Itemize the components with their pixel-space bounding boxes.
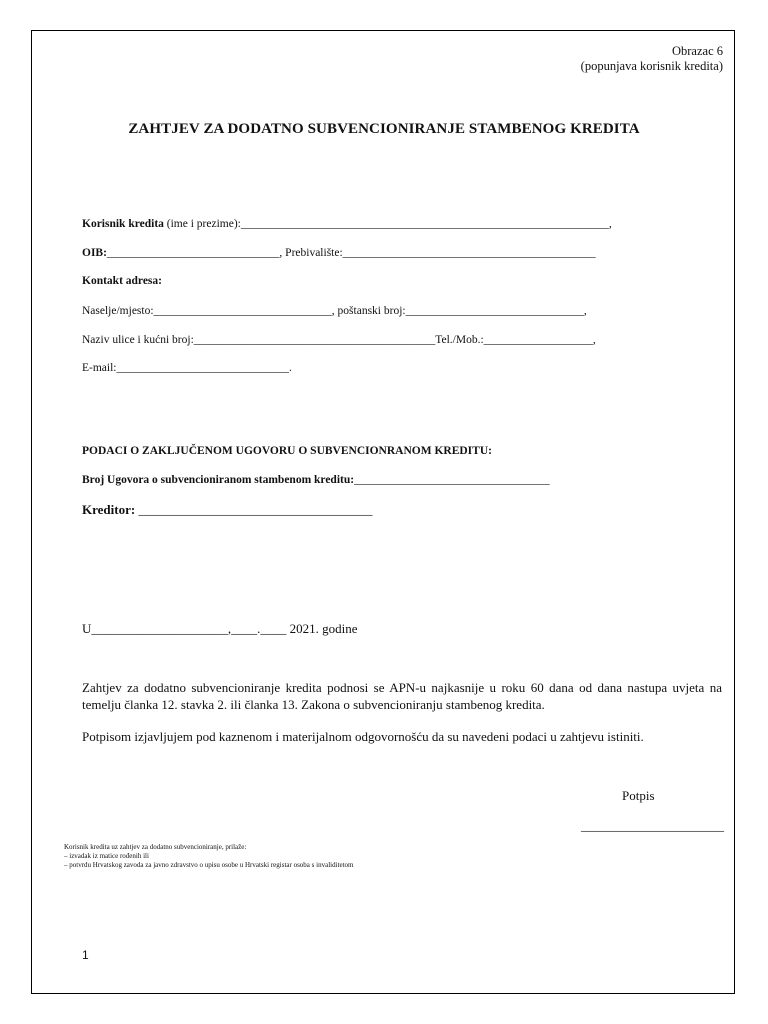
- place-date-line[interactable]: U_____________________,____.____ 2021. godine: [82, 621, 358, 636]
- kreditor-field[interactable]: ____________________________________: [135, 502, 373, 517]
- korisnik-hint: (ime i prezime):: [163, 218, 241, 230]
- kreditor-label: Kreditor:: [82, 502, 136, 517]
- form-number: Obrazac 6: [671, 44, 723, 58]
- contract-number-label: Broj Ugovora o subvencioniranom stambenom kreditu:: [82, 474, 355, 486]
- oib-row: [82, 247, 596, 259]
- contract-heading: PODACI O ZAKLJUČENOM UGOVORU O SUBVENCIONRANOM KREDITU:: [82, 445, 492, 457]
- email-label: E-mail:: [82, 362, 117, 374]
- prebivaliste-label: , Prebivalište:: [279, 247, 343, 259]
- ulica-row: [82, 334, 596, 346]
- naselje-label: Naselje/mjesto:: [82, 305, 154, 317]
- tel-field[interactable]: ___________________,: [483, 334, 596, 346]
- ulica-field[interactable]: __________________________________________: [193, 334, 436, 346]
- ulica-label: Naziv ulice i kućni broj:: [82, 334, 194, 346]
- form-note: (popunjava korisnik kredita): [580, 59, 723, 73]
- paragraph-deadline: Zahtjev za dodatno subvencioniranje kredita podnosi se APN-u najkasnije u roku 60 dana od dana nastupa uvjeta na temelju članka 12. stavka 2. ili članka 13. Zakona o subvencioniranju stambenog kredita.: [82, 680, 722, 712]
- footnote-line-2: – izvadak iz matice rođenih ili: [64, 852, 149, 860]
- footnote-line-1: Korisnik kredita uz zahtjev za dodatno subvencioniranje, prilaže:: [64, 843, 247, 851]
- naselje-row: [82, 305, 587, 317]
- postanski-label: , poštanski broj:: [331, 305, 406, 317]
- korisnik-label: Korisnik kredita: [82, 218, 164, 230]
- naselje-field[interactable]: _______________________________: [153, 305, 332, 317]
- korisnik-field[interactable]: ________________________________________________________________,: [240, 218, 612, 230]
- footnote-line-3: – potvrdu Hrvatskog zavoda za javno zdravstvo o upisu osobe u Hrvatski registar osoba s invaliditetom: [64, 861, 354, 869]
- signature-label: Potpis: [622, 788, 655, 803]
- signature-field[interactable]: ______________________: [581, 818, 724, 833]
- email-field[interactable]: ______________________________.: [116, 362, 292, 374]
- contract-number-row: [82, 474, 550, 486]
- prebivaliste-field[interactable]: ____________________________________________: [342, 247, 596, 259]
- contract-number-field[interactable]: __________________________________: [354, 474, 550, 486]
- korisnik-row: [82, 218, 612, 230]
- oib-field[interactable]: ______________________________: [106, 247, 280, 259]
- document-title: ZAHTJEV ZA DODATNO SUBVENCIONIRANJE STAMBENOG KREDITA: [128, 121, 640, 137]
- page-number: 1: [82, 948, 89, 962]
- oib-label: OIB:: [82, 247, 107, 259]
- kontakt-heading: Kontakt adresa:: [82, 275, 162, 287]
- tel-label: Tel./Mob.:: [435, 334, 484, 346]
- postanski-field[interactable]: _______________________________,: [405, 305, 587, 317]
- email-row: [82, 362, 292, 374]
- kreditor-row: [82, 502, 372, 518]
- paragraph-declaration: Potpisom izjavljujem pod kaznenom i materijalnom odgovornošću da su navedeni podaci u zahtjevu istiniti.: [82, 729, 644, 744]
